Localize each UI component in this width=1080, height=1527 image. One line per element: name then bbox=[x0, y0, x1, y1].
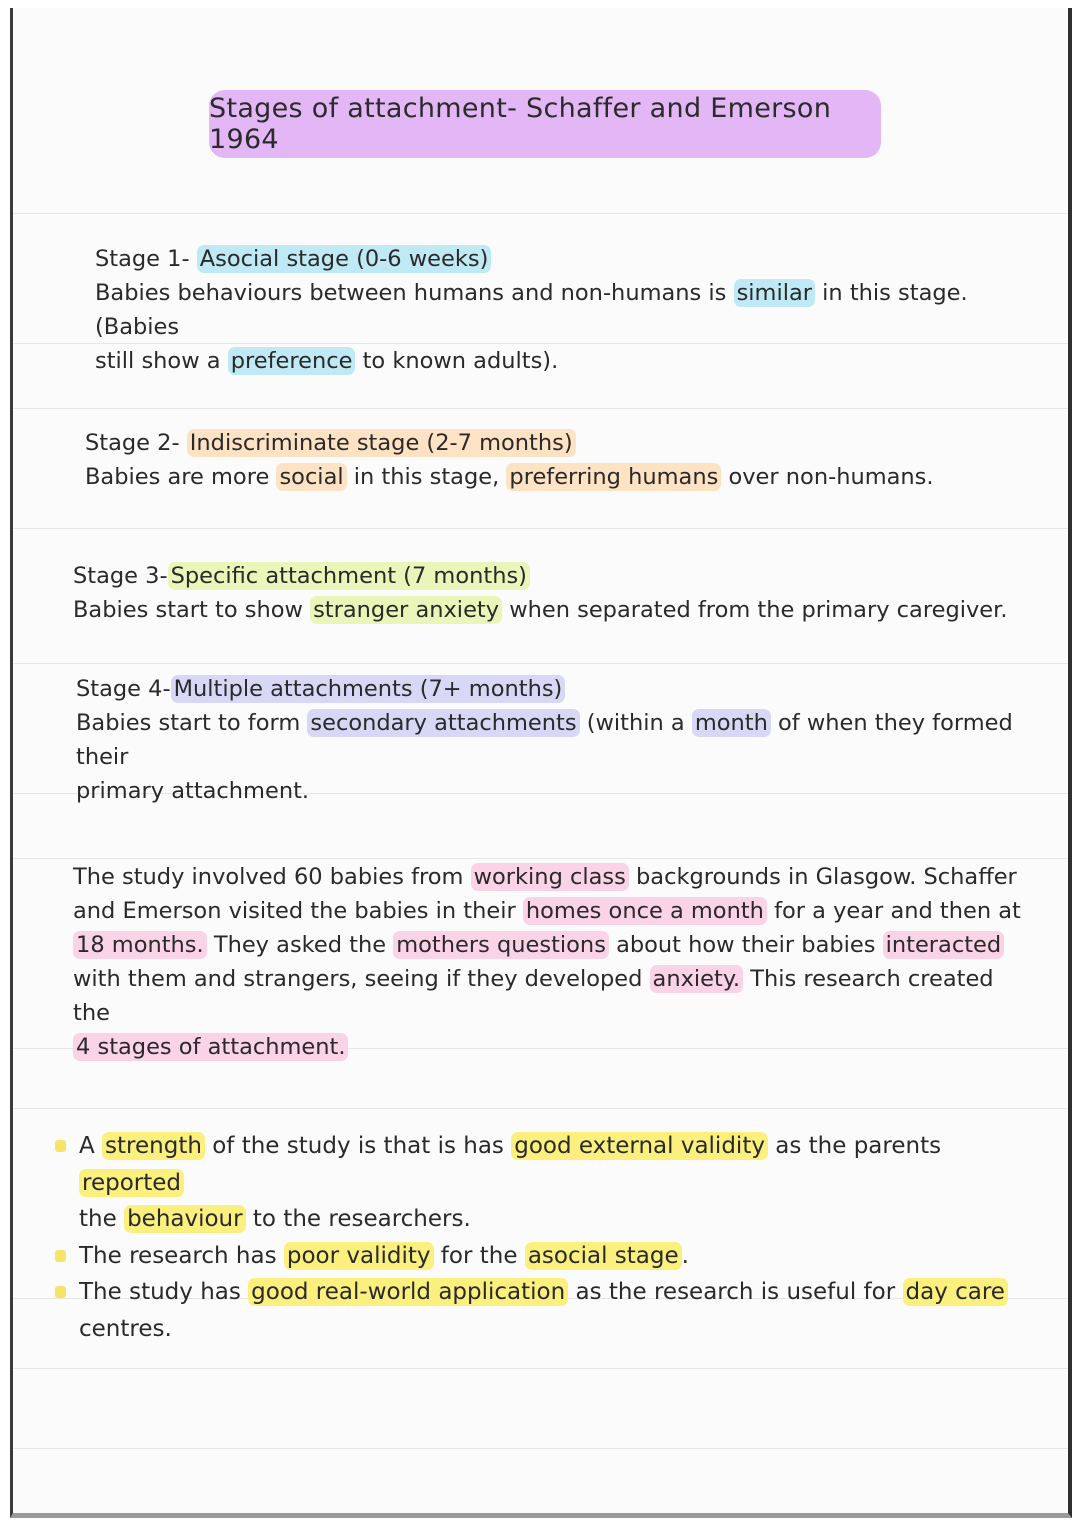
stage-1-heading bbox=[95, 242, 1055, 276]
study-highlight-interacted: interacted bbox=[883, 931, 1005, 959]
stage-1-text: in this stage. (Babies bbox=[95, 280, 968, 340]
stage-3-heading bbox=[73, 559, 1043, 593]
stage-4-text: Babies start to form bbox=[76, 710, 308, 736]
stage-1-title: Asocial stage (0-6 weeks) bbox=[197, 245, 492, 273]
bullet-marker-icon bbox=[55, 1140, 66, 1152]
stage-1-text: Babies behaviours between humans and non-humans is bbox=[95, 280, 734, 306]
study-line-4 bbox=[73, 962, 1033, 1030]
highlight-good-external-validity: good external validity bbox=[511, 1132, 768, 1160]
stage-3-section bbox=[73, 559, 1043, 627]
bullet-text: . bbox=[681, 1242, 689, 1269]
stage-4-title: Multiple attachments (7+ months) bbox=[171, 675, 566, 703]
notebook-page bbox=[10, 8, 1072, 1518]
stage-1-highlight-similar: similar bbox=[734, 279, 815, 307]
stage-3-description bbox=[73, 593, 1043, 627]
stage-1-text: still show a bbox=[95, 348, 228, 374]
bullet-text: as the research is useful for bbox=[568, 1279, 903, 1305]
evaluation-bullet-2 bbox=[73, 1238, 1043, 1275]
bullet-text: of the study is that is has bbox=[204, 1133, 512, 1159]
stage-2-title: Indiscriminate stage (2-7 months) bbox=[187, 429, 576, 457]
stage-1-section bbox=[95, 242, 1055, 378]
study-highlight-18-months: 18 months. bbox=[73, 931, 207, 959]
stage-2-highlight-preferring: preferring humans bbox=[506, 463, 721, 491]
stage-2-label: Stage 2- bbox=[85, 430, 187, 456]
stage-4-description bbox=[76, 706, 1061, 774]
evaluation-list bbox=[73, 1128, 1043, 1347]
bullet-text: The study has bbox=[79, 1279, 249, 1305]
stage-2-heading bbox=[85, 426, 1045, 460]
study-text: with them and strangers, seeing if they developed bbox=[73, 966, 650, 992]
stage-4-highlight-month: month bbox=[692, 709, 771, 737]
highlight-reported: reported bbox=[79, 1169, 184, 1197]
stage-4-label: Stage 4- bbox=[76, 676, 171, 702]
page-title: Stages of attachment- Schaffer and Emerson 1964 bbox=[209, 93, 832, 155]
study-text: about how their babies bbox=[608, 932, 883, 958]
study-highlight-homes: homes once a month bbox=[523, 897, 767, 925]
highlight-poor-validity: poor validity bbox=[284, 1242, 434, 1270]
stage-1-text: to known adults). bbox=[355, 348, 559, 374]
study-highlight-4-stages: 4 stages of attachment. bbox=[73, 1033, 348, 1061]
study-text: They asked the bbox=[206, 932, 394, 958]
bullet-text: centres. bbox=[79, 1315, 172, 1342]
study-line-2 bbox=[73, 894, 1033, 928]
highlight-real-world-application: good real-world application bbox=[248, 1278, 568, 1306]
stage-4-text: (within a bbox=[579, 710, 692, 736]
highlight-day-care: day care bbox=[903, 1278, 1008, 1306]
stage-2-text: Babies are more bbox=[85, 464, 277, 490]
stage-3-highlight-stranger-anxiety: stranger anxiety bbox=[310, 596, 502, 624]
bullet-marker-icon bbox=[55, 1250, 66, 1262]
stage-4-section bbox=[76, 672, 1061, 808]
study-highlight-anxiety: anxiety. bbox=[650, 965, 744, 993]
title-highlight bbox=[209, 90, 881, 158]
bullet-3-line-1 bbox=[79, 1274, 1043, 1311]
bullet-text: The research has bbox=[79, 1242, 284, 1269]
highlight-strength: strength bbox=[102, 1132, 205, 1160]
stage-3-title: Specific attachment (7 months) bbox=[168, 562, 530, 590]
study-text: This research created the bbox=[73, 966, 994, 1026]
study-text: and Emerson visited the babies in their bbox=[73, 898, 523, 924]
stage-4-text: of when they formed their bbox=[76, 710, 1013, 770]
stage-4-highlight-secondary: secondary attachments bbox=[307, 709, 579, 737]
stage-1-highlight-preference: preference bbox=[228, 347, 356, 375]
stage-2-description bbox=[85, 460, 1045, 494]
bullet-text: the bbox=[79, 1206, 125, 1232]
stage-3-label: Stage 3- bbox=[73, 563, 168, 589]
bullet-text: as the parents bbox=[767, 1133, 942, 1159]
bullet-1-line-1 bbox=[79, 1128, 1043, 1201]
evaluation-bullet-3 bbox=[73, 1274, 1043, 1347]
bullet-2-line-1 bbox=[79, 1238, 1043, 1275]
study-line-3 bbox=[73, 928, 1033, 962]
stage-2-section bbox=[85, 426, 1045, 494]
bullet-marker-icon bbox=[55, 1286, 66, 1298]
bullet-text: for the bbox=[433, 1242, 525, 1269]
study-text: for a year and then at bbox=[766, 898, 1021, 924]
bullet-3-line-2 bbox=[79, 1311, 1043, 1348]
stage-4-description-cont bbox=[76, 774, 1061, 808]
study-line-5 bbox=[73, 1030, 1033, 1064]
study-text: backgrounds in Glasgow. Schaffer bbox=[628, 864, 1017, 890]
stage-4-heading bbox=[76, 672, 1061, 706]
highlight-asocial-stage: asocial stage bbox=[525, 1242, 682, 1270]
highlight-behaviour: behaviour bbox=[124, 1205, 246, 1233]
stage-3-text: Babies start to show bbox=[73, 597, 311, 623]
study-text: The study involved 60 babies from bbox=[73, 864, 471, 890]
stage-2-text: in this stage, bbox=[346, 464, 507, 490]
stage-4-text: primary attachment. bbox=[76, 778, 310, 804]
study-highlight-working-class: working class bbox=[471, 863, 629, 891]
bullet-text: A bbox=[79, 1133, 103, 1159]
evaluation-bullet-1 bbox=[73, 1128, 1043, 1238]
stage-3-text: when separated from the primary caregiver. bbox=[502, 597, 1008, 623]
bullet-text: to the researchers. bbox=[245, 1206, 471, 1232]
stage-1-label: Stage 1- bbox=[95, 246, 197, 272]
bullet-1-line-2 bbox=[79, 1201, 1043, 1238]
stage-1-description-cont bbox=[95, 344, 1055, 378]
stage-1-description bbox=[95, 276, 1055, 344]
stage-2-text: over non-humans. bbox=[721, 464, 934, 490]
stage-2-highlight-social: social bbox=[276, 463, 346, 491]
study-line-1 bbox=[73, 860, 1033, 894]
study-paragraph bbox=[73, 860, 1033, 1064]
study-highlight-mothers-questions: mothers questions bbox=[393, 931, 609, 959]
